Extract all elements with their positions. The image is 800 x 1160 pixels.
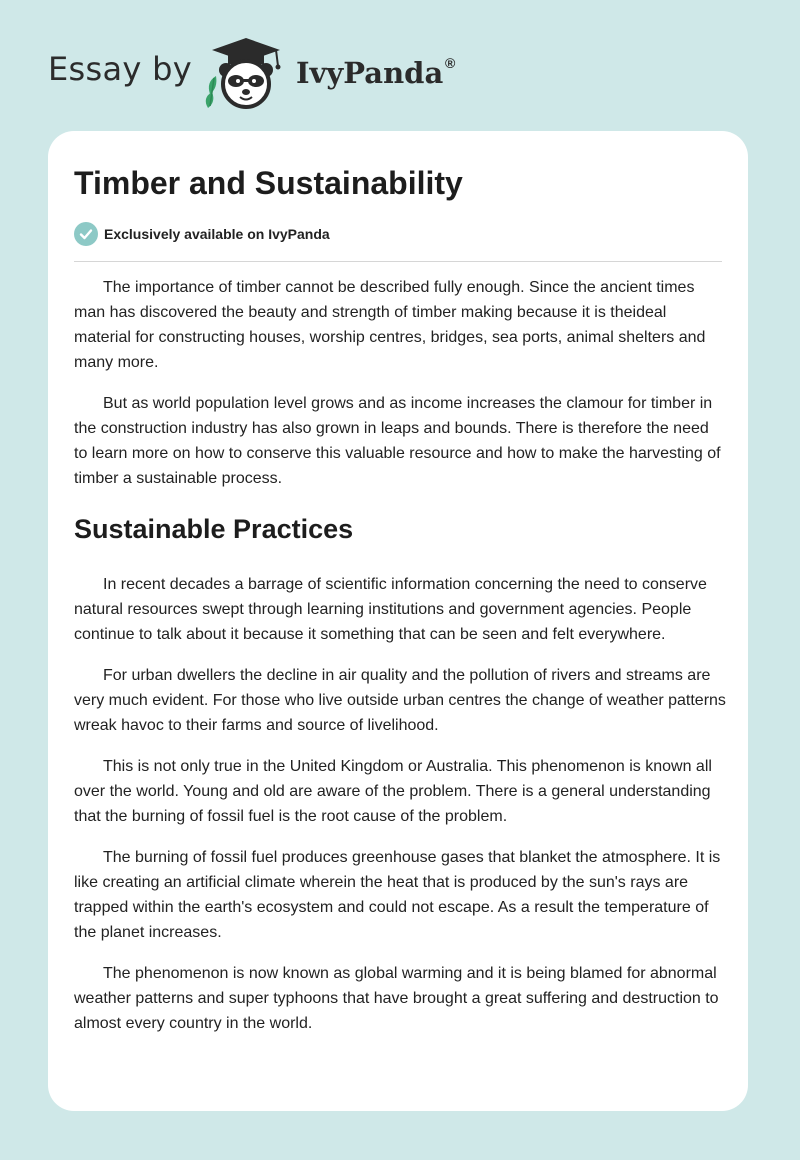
paragraph: The importance of timber cannot be described fully enough. Since the ancient times man has discovered the beauty and strength of timber making because it is theideal material for constructing houses, worship centres, bridges, sea ports, animal shelters and many more. <box>74 279 706 371</box>
brand-prefix: Essay by <box>48 50 192 88</box>
paragraph: This is not only true in the United Kingdom or Australia. This phenomenon is known all over the world. Young and old are aware of the problem. There is a general understanding that the burning of fossil fuel is the root cause of the problem. <box>74 758 712 825</box>
essay-body <box>74 275 726 1052</box>
check-circle-icon <box>74 222 98 246</box>
exclusive-badge <box>74 221 330 247</box>
section-heading: Sustainable Practices <box>74 514 354 544</box>
page-title: Timber and Sustainability <box>74 165 463 201</box>
essay-card <box>48 131 748 1111</box>
paragraph: For urban dwellers the decline in air quality and the pollution of rivers and streams are very much evident. For those who live outside urban centres the change of weather patterns wreak havoc to their farms and source of livelihood. <box>74 667 726 734</box>
paragraph: In recent decades a barrage of scientific information concerning the need to conserve natural resources swept through learning institutions and government agencies. People continue to talk about it because it something that can be seen and felt everywhere. <box>74 576 707 643</box>
site-header <box>0 0 800 130</box>
brand-name: IvyPanda <box>296 56 444 90</box>
panda-logo-icon <box>198 36 294 110</box>
paragraph: The burning of fossil fuel produces greenhouse gases that blanket the atmosphere. It is like creating an artificial climate wherein the heat that is produced by the sun's rays are trapped within the earth's ecosystem and could not escape. As a result the temperature of the planet increases. <box>74 849 721 941</box>
paragraph: But as world population level grows and as income increases the clamour for timber in the construction industry has also grown in leaps and bounds. There is therefore the need to learn more on how to conserve this valuable resource and how to make the harvesting of timber a sustainable process. <box>74 395 721 487</box>
paragraph: The phenomenon is now known as global warming and it is being blamed for abnormal weather patterns and super typhoons that have brought a great suffering and destruction to almost every country in the world. <box>74 965 719 1032</box>
divider <box>74 261 722 262</box>
badge-label: Exclusively available on IvyPanda <box>104 226 330 242</box>
ivypanda-logo[interactable] <box>198 36 294 110</box>
registered-mark: ® <box>445 55 456 71</box>
